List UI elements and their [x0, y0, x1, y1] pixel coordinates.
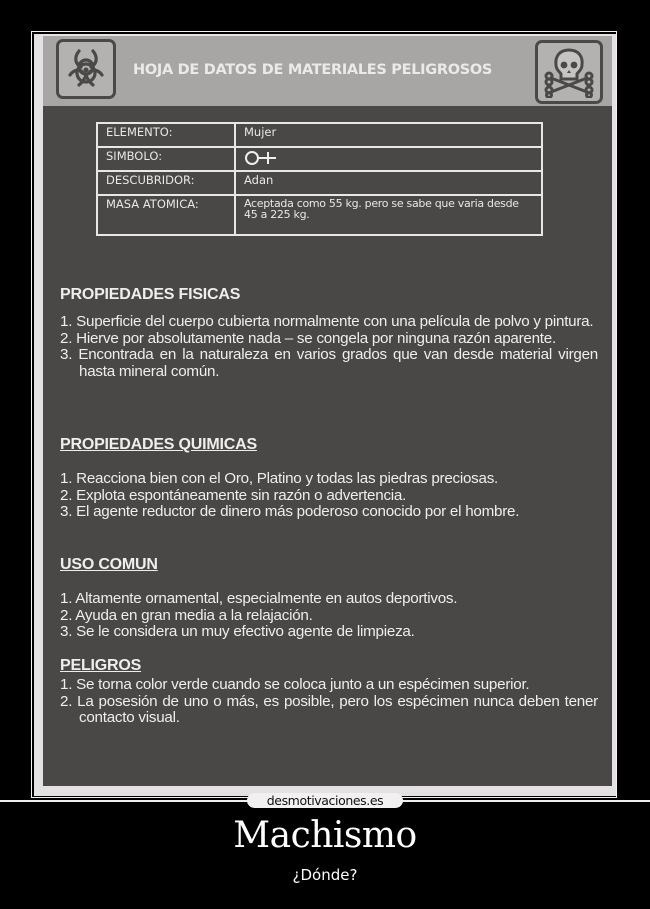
watermark-logo: desmotivaciones.es [247, 793, 403, 808]
table-key: ELEMENTO: [97, 123, 235, 147]
section-propiedades-fisicas [60, 286, 598, 380]
list-item: 1. Se torna color verde cuando se coloca junto a un espécimen superior. [60, 676, 530, 693]
list-item: 2. Hierve por absolutamente nada – se congela por ninguna razón aparente. [60, 329, 556, 347]
list-item: 1. Reacciona bien con el Oro, Platino y todas las piedras preciosas. [60, 470, 499, 487]
table-row [97, 195, 542, 235]
table-value: Aceptada como 55 kg. pero se sabe que varia desde 45 a 225 kg. [235, 195, 542, 235]
list-item: 2. Ayuda en gran media a la relajación. [60, 606, 313, 624]
section-heading: USO COMUN [60, 556, 158, 573]
table-value: Adan [235, 171, 542, 195]
poster-title: Machismo [233, 815, 417, 856]
list-item: 2. La posesión de uno o más, es posible, pero los espécimen nunca deben tener contacto visual. [60, 692, 598, 726]
section-heading: PROPIEDADES FISICAS [60, 286, 241, 303]
section-uso-comun [60, 556, 598, 641]
table-row [97, 171, 542, 195]
section-heading: PELIGROS [60, 657, 142, 674]
table-key: MASA ATOMICA: [97, 195, 235, 235]
section-list [60, 471, 598, 521]
table-value [235, 147, 542, 171]
female-symbol-icon [244, 150, 278, 168]
list-item: 3. Encontrada en la naturaleza en varios grados que van desde material virgen hasta mineral común. [60, 346, 598, 380]
section-list [60, 314, 598, 380]
table-row [97, 147, 542, 171]
list-item: 1. Altamente ornamental, especialmente en autos deportivos. [60, 590, 458, 607]
section-propiedades-quimicas [60, 436, 598, 521]
table-key: SIMBOLO: [97, 147, 235, 171]
section-list [60, 677, 598, 727]
list-item: 1. Superficie del cuerpo cubierta normalmente con una película de polvo y pintura. [60, 313, 594, 330]
poster-subtitle: ¿Dónde? [292, 866, 358, 884]
sheet-header-title: HOJA DE DATOS DE MATERIALES PELIGROSOS [133, 62, 493, 78]
list-item: 2. Explota espontáneamente sin razón o advertencia. [60, 486, 407, 504]
element-info-table [96, 122, 543, 236]
table-row [97, 123, 542, 147]
list-item: 3. Se le considera un muy efectivo agente de limpieza. [60, 623, 415, 640]
biohazard-icon [56, 39, 116, 99]
table-value: Mujer [235, 123, 542, 147]
table-key: DESCUBRIDOR: [97, 171, 235, 195]
skull-crossbones-icon [535, 40, 603, 104]
section-heading: PROPIEDADES QUIMICAS [60, 436, 257, 453]
section-list [60, 591, 598, 641]
list-item: 3. El agente reductor de dinero más poderoso conocido por el hombre. [60, 503, 520, 520]
section-peligros [60, 657, 598, 727]
